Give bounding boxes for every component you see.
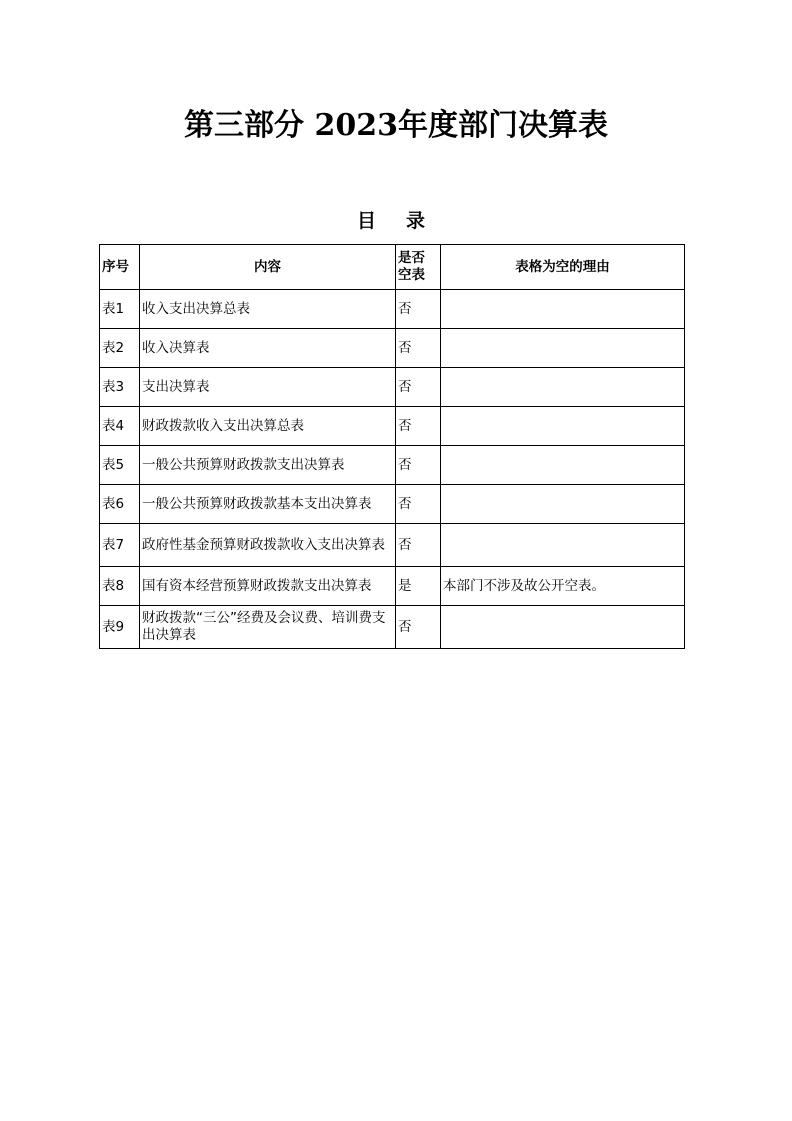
row-is-empty: 否 [396,368,441,407]
table-row [100,329,685,368]
row-no: 表9 [100,606,140,649]
row-no: 表3 [100,368,140,407]
row-reason [441,290,685,329]
table-row [100,290,685,329]
toc-heading-char-2: 录 [406,210,426,232]
table-row [100,485,685,524]
row-content: 支出决算表 [140,368,396,407]
row-reason [441,368,685,407]
row-reason [441,485,685,524]
row-reason [441,524,685,567]
row-no: 表8 [100,567,140,606]
row-no: 表7 [100,524,140,567]
toc-heading-char-1: 目 [356,210,376,232]
table-row [100,606,685,649]
header-reason: 表格为空的理由 [441,245,685,290]
row-content: 财政拨款“三公”经费及会议费、培训费支出决算表 [140,606,396,649]
row-content: 财政拨款收入支出决算总表 [140,407,396,446]
row-no: 表4 [100,407,140,446]
row-no: 表5 [100,446,140,485]
row-is-empty: 否 [396,606,441,649]
toc-table [99,244,685,649]
row-reason [441,407,685,446]
table-row [100,567,685,606]
row-content: 一般公共预算财政拨款基本支出决算表 [140,485,396,524]
row-content: 一般公共预算财政拨款支出决算表 [140,446,396,485]
row-is-empty: 否 [396,446,441,485]
table-row [100,524,685,567]
row-content: 政府性基金预算财政拨款收入支出决算表 [140,524,396,567]
row-reason [441,329,685,368]
row-reason: 本部门不涉及故公开空表。 [441,567,685,606]
row-no: 表2 [100,329,140,368]
toc-heading [0,206,782,236]
row-content: 国有资本经营预算财政拨款支出决算表 [140,567,396,606]
header-content: 内容 [140,245,396,290]
row-content: 收入决算表 [140,329,396,368]
row-no: 表6 [100,485,140,524]
row-is-empty: 否 [396,485,441,524]
row-reason [441,446,685,485]
row-is-empty: 否 [396,407,441,446]
table-row [100,368,685,407]
page-title: 第三部分 2023年度部门决算表 [184,108,608,143]
row-is-empty: 否 [396,290,441,329]
row-is-empty: 否 [396,524,441,567]
header-no: 序号 [100,245,140,290]
table-header-row [100,245,685,290]
table-row [100,407,685,446]
table-row [100,446,685,485]
row-is-empty: 否 [396,329,441,368]
row-no: 表1 [100,290,140,329]
row-is-empty: 是 [396,567,441,606]
row-content: 收入支出决算总表 [140,290,396,329]
header-is-empty: 是否空表 [396,245,441,290]
row-reason [441,606,685,649]
